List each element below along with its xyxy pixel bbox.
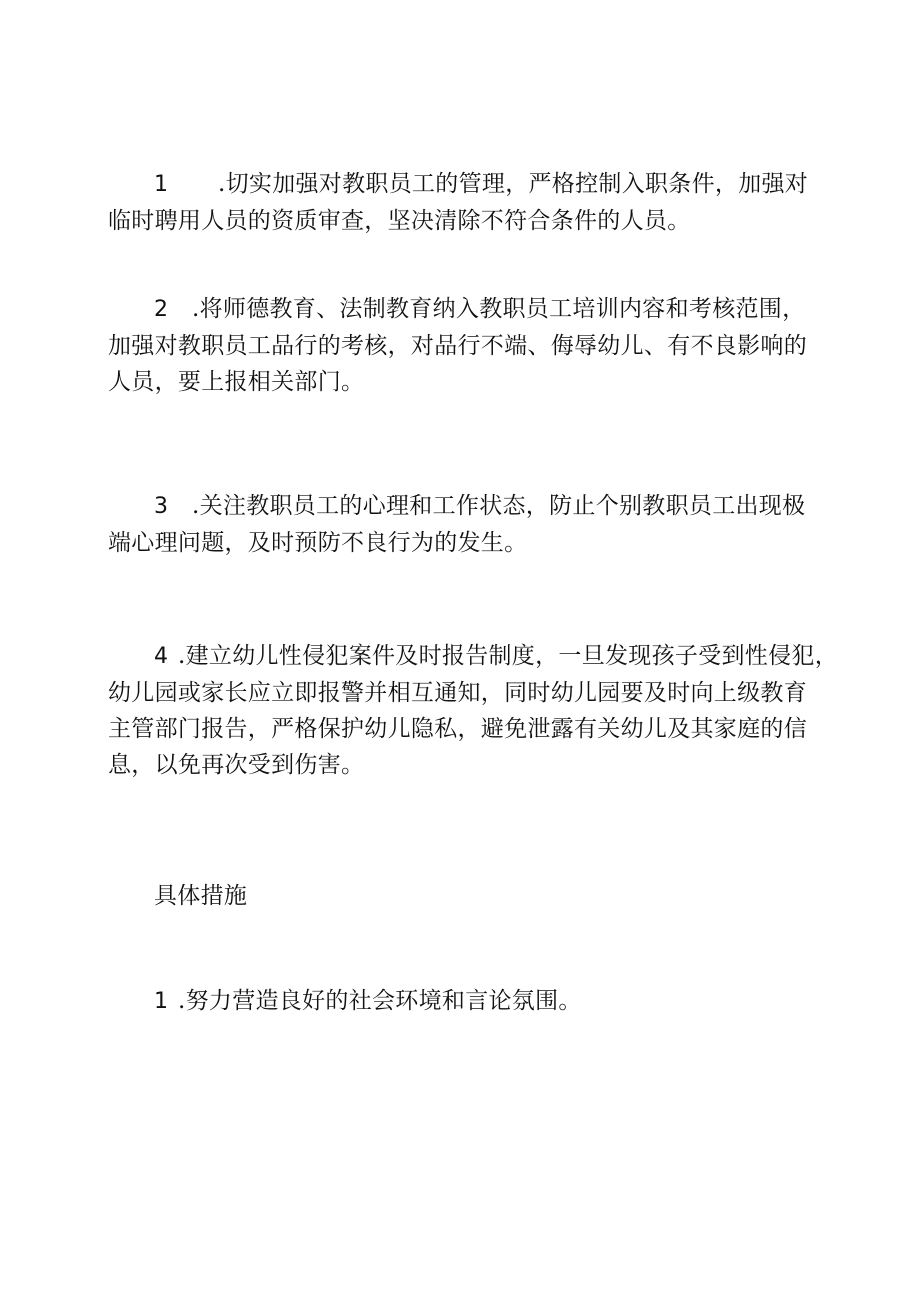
section-heading	[108, 878, 808, 914]
item-number: 1	[154, 989, 169, 1014]
paragraph-5	[108, 983, 808, 1020]
paragraph-text: .切实加强对教职员工的管理，严格控制入职条件，加强对	[218, 171, 809, 197]
paragraph-3-line-1	[108, 488, 808, 525]
paragraph-text: .关注教职员工的心理和工作状态，防止个别教职员工出现极	[192, 493, 806, 519]
paragraph-1	[108, 166, 808, 239]
item-number: 2	[154, 297, 169, 322]
item-number: 4	[154, 644, 169, 669]
paragraph-5-line-1	[108, 983, 808, 1020]
paragraph-text: .努力营造良好的社会环境和言论氛围。	[178, 988, 582, 1014]
section-heading-text: 具体措施	[154, 883, 248, 909]
paragraph-text: .将师德教育、法制教育纳入教职员工培训内容和考核范围，	[192, 296, 806, 322]
paragraph-3	[108, 488, 808, 561]
paragraph-2	[108, 291, 808, 400]
paragraph-2-line-2: 加强对教职员工品行的考核，对品行不端、侮辱幼儿、有不良影响的	[108, 333, 807, 359]
paragraph-4-line-3: 主管部门报告，严格保护幼儿隐私，避免泄露有关幼儿及其家庭的信	[108, 716, 807, 742]
paragraph-2-line-1	[108, 291, 808, 328]
paragraph-4-line-2: 幼儿园或家长应立即报警并相互通知，同时幼儿园要及时向上级教育	[108, 680, 807, 706]
paragraph-3-line-2: 端心理问题，及时预防不良行为的发生。	[108, 530, 528, 556]
item-number: 1	[154, 172, 169, 197]
paragraph-1-line-2: 临时聘用人员的资质审查，坚决清除不符合条件的人员。	[108, 208, 691, 234]
item-number: 3	[154, 494, 169, 519]
paragraph-text: .建立幼儿性侵犯案件及时报告制度，一旦发现孩子受到性侵犯，	[178, 643, 839, 669]
paragraph-1-line-1	[108, 166, 808, 203]
paragraph-4-line-4: 息，以免再次受到伤害。	[108, 752, 365, 778]
paragraph-2-line-3: 人员，要上报相关部门。	[108, 369, 365, 395]
paragraph-4-line-1	[108, 638, 839, 675]
paragraph-4	[108, 638, 839, 783]
